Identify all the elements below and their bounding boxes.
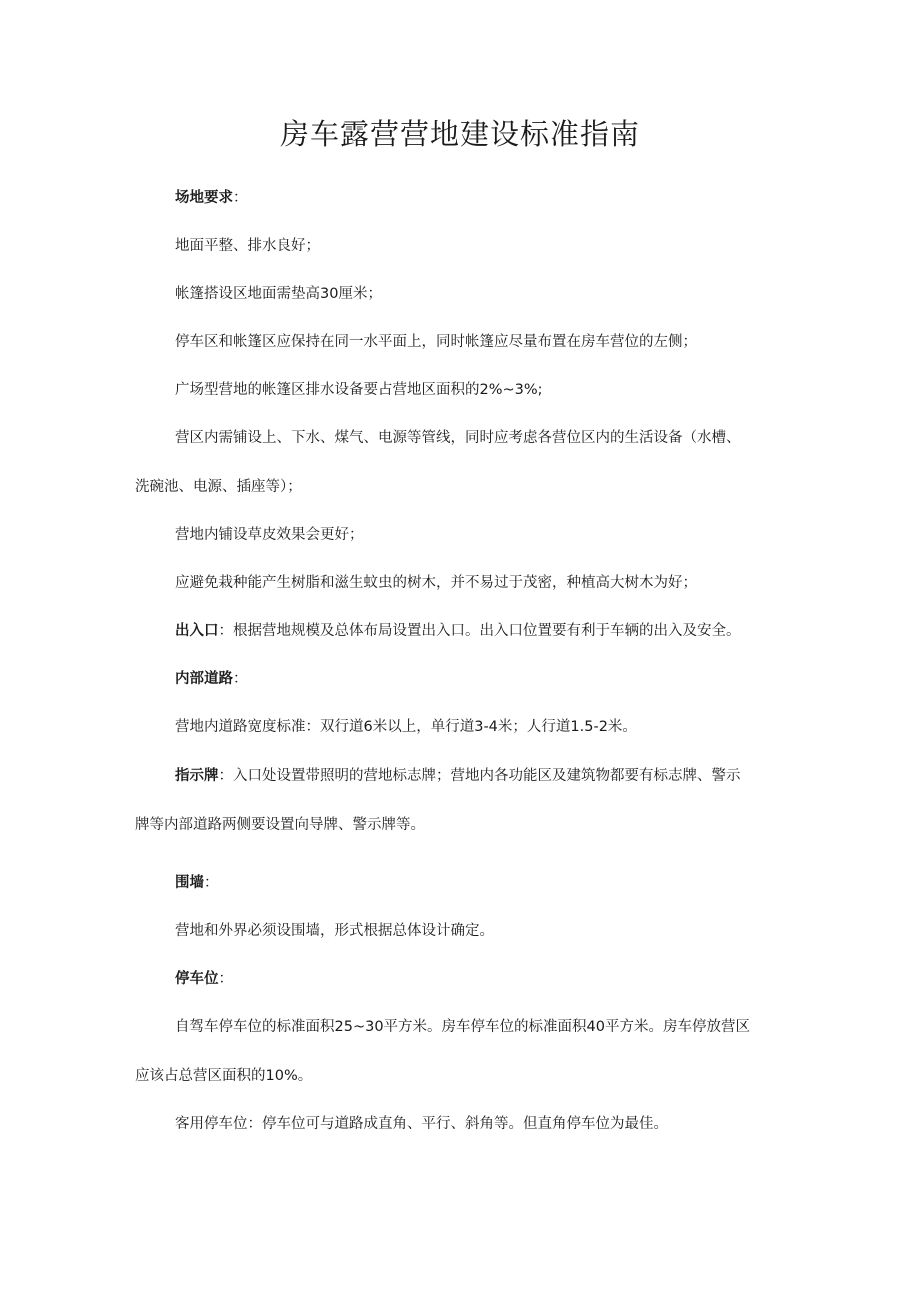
site-item-6: 营地内铺设草皮效果会更好； xyxy=(175,527,364,543)
entrance-text: ：根据营地规模及总体布局设置出入口。出入口位置要有利于车辆的出入及安全。 xyxy=(218,623,741,639)
site-item-3: 停车区和帐篷区应保持在同一水平面上，同时帐篷应尽量布置在房车营位的左侧； xyxy=(175,334,697,350)
site-item-1: 地面平整、排水良好； xyxy=(175,238,320,254)
document-title: 房车露营营地建设标准指南 xyxy=(279,117,640,151)
entrance-heading: 出入口 xyxy=(175,623,219,639)
heading-colon: ： xyxy=(204,875,219,891)
guest-parking-text: 客用停车位：停车位可与道路成直角、平行、斜角等。但直角停车位为最佳。 xyxy=(175,1116,668,1132)
entrance-paragraph xyxy=(175,621,741,641)
signs-text-line2: 牌等内部道路两侧要设置向导牌、警示牌等。 xyxy=(135,817,425,833)
signs-text-line1: ：入口处设置带照明的营地标志牌；营地内各功能区及建筑物都要有标志牌、警示 xyxy=(218,768,741,784)
site-item-7: 应避免栽种能产生树脂和滋生蚊虫的树木，并不易过于茂密，种植高大树木为好； xyxy=(175,575,697,591)
signs-heading: 指示牌 xyxy=(175,768,219,784)
site-requirements-heading-line xyxy=(175,188,248,208)
parking-text-line2: 应该占总营区面积的10%。 xyxy=(135,1068,313,1084)
roads-heading: 内部道路 xyxy=(175,671,233,687)
wall-heading: 围墙 xyxy=(175,875,204,891)
site-item-4: 广场型营地的帐篷区排水设备要占营地区面积的2%~3%; xyxy=(175,382,543,398)
site-item-5-continued: 洗碗池、电源、插座等）； xyxy=(135,479,302,495)
heading-colon: ： xyxy=(218,971,233,987)
parking-text-line1: 自驾车停车位的标准面积25~30平方米。房车停车位的标准面积40平方米。房车停放营区 xyxy=(175,1019,750,1035)
heading-colon: ： xyxy=(233,671,248,687)
site-requirements-heading: 场地要求 xyxy=(175,190,233,206)
roads-text: 营地内道路宽度标准：双行道6米以上，单行道3-4米；人行道1.5-2米。 xyxy=(175,719,637,735)
roads-heading-line xyxy=(175,669,248,689)
parking-heading-line xyxy=(175,969,233,989)
site-item-2: 帐篷搭设区地面需垫高30厘米； xyxy=(175,286,382,302)
site-item-5: 营区内需铺设上、下水、煤气、电源等管线，同时应考虑各营位区内的生活设备（水槽、 xyxy=(175,430,741,446)
parking-heading: 停车位 xyxy=(175,971,219,987)
wall-heading-line xyxy=(175,873,219,893)
wall-text: 营地和外界必须设围墙，形式根据总体设计确定。 xyxy=(175,923,494,939)
signs-paragraph xyxy=(175,766,741,786)
heading-colon: ： xyxy=(233,190,248,206)
